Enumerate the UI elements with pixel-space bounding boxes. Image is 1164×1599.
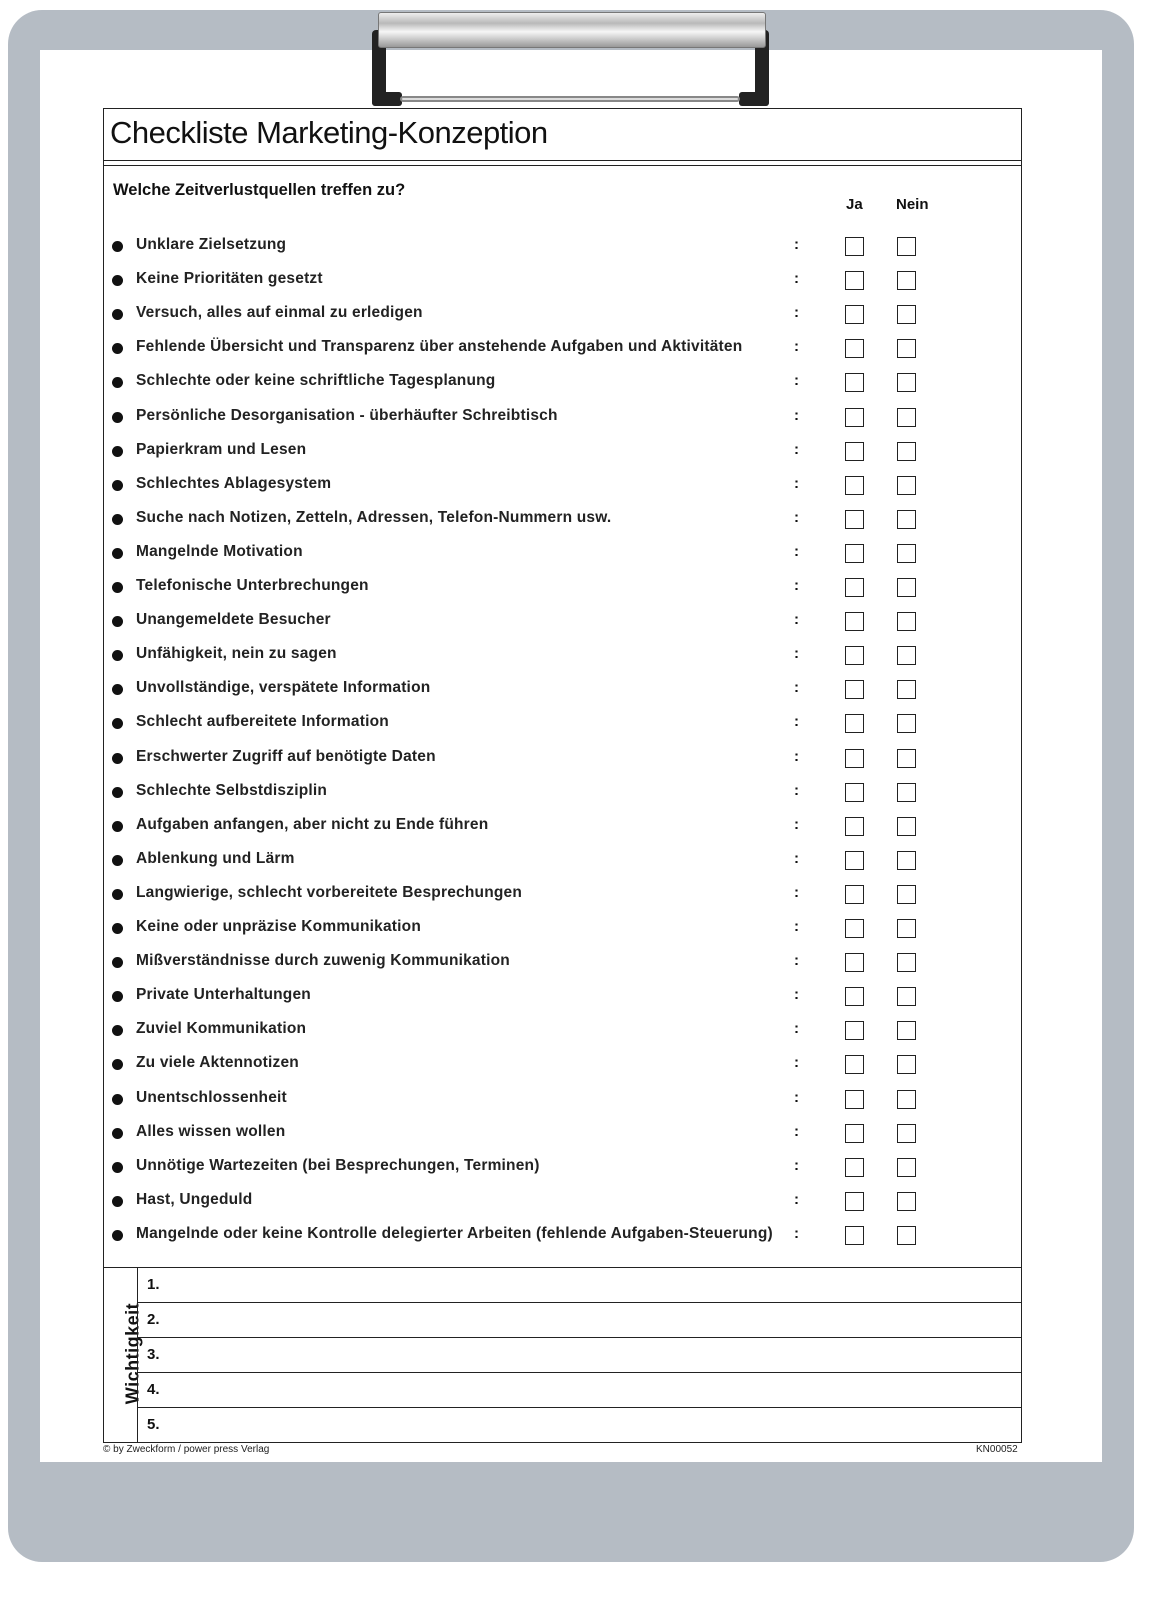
item-label: Papierkram und Lesen [136, 440, 307, 458]
checklist-row [104, 573, 1021, 607]
checklist-row [104, 334, 1021, 368]
bullet-icon [112, 343, 123, 354]
checkbox-no[interactable] [897, 305, 916, 324]
column-header-yes: Ja [846, 196, 863, 213]
checkbox-no[interactable] [897, 1124, 916, 1143]
bullet-icon [112, 616, 123, 627]
checkbox-no[interactable] [897, 783, 916, 802]
priority-number: 1. [147, 1276, 160, 1293]
item-label: Private Unterhaltungen [136, 986, 311, 1004]
separator: : [794, 1020, 799, 1038]
separator: : [794, 440, 799, 458]
checkbox-yes[interactable] [845, 544, 864, 563]
checkbox-no[interactable] [897, 714, 916, 733]
bullet-icon [112, 241, 123, 252]
clip-foot-right [739, 92, 769, 106]
item-label: Keine Prioritäten gesetzt [136, 270, 323, 288]
item-label: Schlecht aufbereitete Information [136, 713, 389, 731]
priority-row[interactable] [138, 1268, 1021, 1303]
checkbox-yes[interactable] [845, 510, 864, 529]
item-label: Ablenkung und Lärm [136, 849, 295, 867]
checkbox-no[interactable] [897, 987, 916, 1006]
bullet-icon [112, 412, 123, 423]
item-label: Langwierige, schlecht vorbereitete Besprechungen [136, 883, 523, 901]
priority-number: 5. [147, 1416, 160, 1433]
separator: : [794, 406, 799, 424]
clip-foot-left [372, 92, 402, 106]
checklist-row [104, 1085, 1021, 1119]
separator: : [794, 1156, 799, 1174]
bullet-icon [112, 855, 123, 866]
checklist-row [104, 744, 1021, 778]
checkbox-no[interactable] [897, 646, 916, 665]
checkbox-yes[interactable] [845, 1124, 864, 1143]
item-label: Suche nach Notizen, Zetteln, Adressen, Telefon-Nummern usw. [136, 508, 612, 526]
checkbox-no[interactable] [897, 544, 916, 563]
separator: : [794, 1088, 799, 1106]
separator: : [794, 986, 799, 1004]
checkbox-yes[interactable] [845, 442, 864, 461]
checkbox-yes[interactable] [845, 271, 864, 290]
checkbox-no[interactable] [897, 680, 916, 699]
checkbox-yes[interactable] [845, 1158, 864, 1177]
separator: : [794, 304, 799, 322]
checkbox-no[interactable] [897, 612, 916, 631]
item-label: Versuch, alles auf einmal zu erledigen [136, 304, 423, 322]
item-label: Alles wissen wollen [136, 1122, 286, 1140]
item-label: Schlechte Selbstdisziplin [136, 781, 328, 799]
bullet-icon [112, 1025, 123, 1036]
checkbox-no[interactable] [897, 1158, 916, 1177]
item-label: Erschwerter Zugriff auf benötigte Daten [136, 747, 436, 765]
bullet-icon [112, 377, 123, 388]
checkbox-yes[interactable] [845, 339, 864, 358]
item-label: Zuviel Kommunikation [136, 1020, 307, 1038]
item-label: Unklare Zielsetzung [136, 236, 287, 253]
separator: : [794, 1122, 799, 1140]
checklist-form [103, 108, 1022, 1443]
item-label: Schlechtes Ablagesystem [136, 474, 332, 492]
separator: : [794, 1054, 799, 1072]
item-label: Schlechte oder keine schriftliche Tagesplanung [136, 372, 496, 390]
separator: : [794, 713, 799, 731]
separator: : [794, 747, 799, 765]
bullet-icon [112, 889, 123, 900]
checkbox-yes[interactable] [845, 987, 864, 1006]
priority-number: 4. [147, 1381, 160, 1398]
priority-row[interactable] [138, 1373, 1021, 1408]
separator: : [794, 236, 799, 253]
item-label: Keine oder unpräzise Kommunikation [136, 918, 421, 935]
checkbox-no[interactable] [897, 237, 916, 256]
bullet-icon [112, 787, 123, 798]
checkbox-yes[interactable] [845, 953, 864, 972]
item-label: Fehlende Übersicht und Transparenz über anstehende Aufgaben und Aktivitäten [136, 338, 743, 356]
checklist-row [104, 471, 1021, 505]
checkbox-yes[interactable] [845, 305, 864, 324]
checkbox-yes[interactable] [845, 237, 864, 256]
checklist-row [104, 778, 1021, 812]
bullet-icon [112, 582, 123, 593]
checklist-row [104, 948, 1021, 982]
checklist-row [104, 1016, 1021, 1050]
item-label: Mißverständnisse durch zuwenig Kommunikation [136, 952, 510, 970]
bullet-icon [112, 821, 123, 832]
checklist-row [104, 539, 1021, 573]
priority-row[interactable] [138, 1303, 1021, 1338]
separator: : [794, 577, 799, 594]
checklist-row [104, 675, 1021, 709]
bullet-icon [112, 514, 123, 525]
checklist-row [104, 437, 1021, 471]
checklist-row [104, 232, 1021, 266]
checklist-row [104, 914, 1021, 948]
priority-number: 2. [147, 1311, 160, 1328]
priority-section [104, 1267, 1021, 1443]
checkbox-no[interactable] [897, 578, 916, 597]
checkbox-no[interactable] [897, 851, 916, 870]
separator: : [794, 270, 799, 288]
bullet-icon [112, 1196, 123, 1207]
checkbox-yes[interactable] [845, 408, 864, 427]
checkbox-no[interactable] [897, 1055, 916, 1074]
checkbox-yes[interactable] [845, 1226, 864, 1245]
separator: : [794, 645, 799, 663]
item-label: Mangelnde oder keine Kontrolle delegierter Arbeiten (fehlende Aufgaben-Steuerung) [136, 1224, 773, 1242]
priority-number: 3. [147, 1346, 160, 1363]
checklist-row [104, 368, 1021, 402]
separator: : [794, 542, 799, 560]
separator: : [794, 781, 799, 799]
copyright-text: © by Zweckform / power press Verlag [103, 1444, 270, 1455]
item-label: Unentschlossenheit [136, 1088, 287, 1106]
item-label: Unfähigkeit, nein zu sagen [136, 645, 337, 663]
checklist-row [104, 982, 1021, 1016]
checkbox-yes[interactable] [845, 1021, 864, 1040]
checklist-row [104, 505, 1021, 539]
bullet-icon [112, 923, 123, 934]
divider [104, 160, 1021, 161]
checkbox-yes[interactable] [845, 373, 864, 392]
checkbox-yes[interactable] [845, 612, 864, 631]
checkbox-no[interactable] [897, 271, 916, 290]
checkbox-no[interactable] [897, 749, 916, 768]
checkbox-no[interactable] [897, 1192, 916, 1211]
priority-row[interactable] [138, 1338, 1021, 1373]
checklist-row [104, 709, 1021, 743]
priority-row[interactable] [138, 1408, 1021, 1443]
item-label: Unnötige Wartezeiten (bei Besprechungen, Terminen) [136, 1156, 540, 1174]
checkbox-no[interactable] [897, 373, 916, 392]
checkbox-no[interactable] [897, 476, 916, 495]
divider [104, 165, 1021, 166]
checkbox-yes[interactable] [845, 476, 864, 495]
checkbox-no[interactable] [897, 510, 916, 529]
checkbox-yes[interactable] [845, 749, 864, 768]
separator: : [794, 1190, 799, 1208]
priority-label: Wichtigkeit [122, 1302, 143, 1405]
separator: : [794, 815, 799, 833]
checkbox-yes[interactable] [845, 1090, 864, 1109]
checkbox-no[interactable] [897, 1226, 916, 1245]
checkbox-yes[interactable] [845, 1192, 864, 1211]
bullet-icon [112, 1162, 123, 1173]
checkbox-no[interactable] [897, 442, 916, 461]
bullet-icon [112, 991, 123, 1002]
checkbox-yes[interactable] [845, 578, 864, 597]
checklist-row [104, 1221, 1021, 1255]
clip-wire [400, 96, 740, 102]
item-label: Unvollständige, verspätete Information [136, 679, 431, 697]
checkbox-yes[interactable] [845, 646, 864, 665]
checklist-row [104, 300, 1021, 334]
bullet-icon [112, 753, 123, 764]
bullet-icon [112, 548, 123, 559]
item-label: Aufgaben anfangen, aber nicht zu Ende führen [136, 815, 489, 833]
column-header-no: Nein [896, 196, 929, 213]
bullet-icon [112, 1059, 123, 1070]
item-label: Mangelnde Motivation [136, 542, 303, 560]
separator: : [794, 611, 799, 629]
checkbox-no[interactable] [897, 1090, 916, 1109]
separator: : [794, 849, 799, 867]
checkbox-no[interactable] [897, 339, 916, 358]
separator: : [794, 952, 799, 970]
separator: : [794, 372, 799, 390]
bullet-icon [112, 957, 123, 968]
checkbox-yes[interactable] [845, 680, 864, 699]
question-heading: Welche Zeitverlustquellen treffen zu? [113, 181, 406, 199]
item-label: Unangemeldete Besucher [136, 611, 331, 629]
separator: : [794, 338, 799, 356]
checkbox-yes[interactable] [845, 851, 864, 870]
bullet-icon [112, 446, 123, 457]
separator: : [794, 1224, 799, 1242]
checklist-row [104, 607, 1021, 641]
checklist-row [104, 846, 1021, 880]
checklist-row [104, 1153, 1021, 1187]
bullet-icon [112, 1230, 123, 1241]
bullet-icon [112, 1094, 123, 1105]
checkbox-no[interactable] [897, 817, 916, 836]
checklist-row [104, 1187, 1021, 1221]
checkbox-yes[interactable] [845, 919, 864, 938]
checklist-row [104, 880, 1021, 914]
item-label: Zu viele Aktennotizen [136, 1054, 299, 1072]
checkbox-no[interactable] [897, 953, 916, 972]
checklist-row [104, 1050, 1021, 1084]
checkbox-no[interactable] [897, 408, 916, 427]
bullet-icon [112, 275, 123, 286]
bullet-icon [112, 718, 123, 729]
checkbox-yes[interactable] [845, 783, 864, 802]
checkbox-yes[interactable] [845, 714, 864, 733]
checklist-row [104, 641, 1021, 675]
separator: : [794, 883, 799, 901]
checkbox-no[interactable] [897, 1021, 916, 1040]
checkbox-yes[interactable] [845, 885, 864, 904]
page-title: Checkliste Marketing-Konzeption [110, 115, 548, 150]
clip-bar [378, 12, 766, 48]
checklist-row [104, 812, 1021, 846]
checkbox-no[interactable] [897, 885, 916, 904]
checklist-row [104, 403, 1021, 437]
bullet-icon [112, 650, 123, 661]
bullet-icon [112, 480, 123, 491]
item-label: Telefonische Unterbrechungen [136, 577, 369, 594]
bullet-icon [112, 684, 123, 695]
form-code: KN00052 [976, 1444, 1018, 1455]
separator: : [794, 918, 799, 935]
bullet-icon [112, 309, 123, 320]
checklist-row [104, 266, 1021, 300]
checkbox-yes[interactable] [845, 1055, 864, 1074]
checklist-row [104, 1119, 1021, 1153]
bullet-icon [112, 1128, 123, 1139]
item-label: Hast, Ungeduld [136, 1190, 253, 1208]
separator: : [794, 679, 799, 697]
checkbox-yes[interactable] [845, 817, 864, 836]
checkbox-no[interactable] [897, 919, 916, 938]
item-label: Persönliche Desorganisation - überhäufter Schreibtisch [136, 406, 558, 424]
separator: : [794, 474, 799, 492]
separator: : [794, 508, 799, 526]
